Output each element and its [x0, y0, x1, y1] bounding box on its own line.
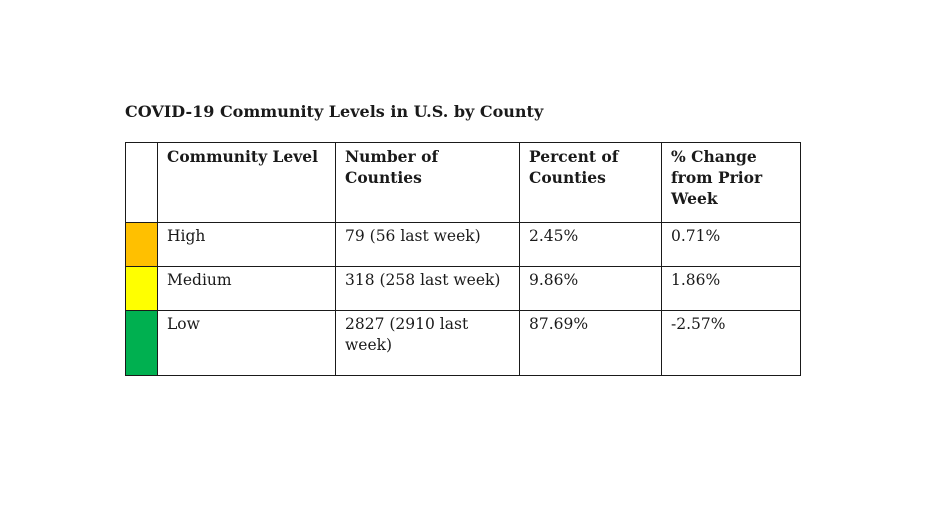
level-color-swatch-medium — [126, 267, 158, 311]
change-cell: -2.57% — [662, 311, 801, 376]
change-cell: 1.86% — [662, 267, 801, 311]
level-color-swatch-high — [126, 223, 158, 267]
counties-cell: 318 (258 last week) — [336, 267, 520, 311]
change-cell: 0.71% — [662, 223, 801, 267]
percent-cell: 87.69% — [520, 311, 662, 376]
table-row — [126, 223, 801, 267]
level-cell: Low — [158, 311, 336, 376]
level-cell: Medium — [158, 267, 336, 311]
header-row — [126, 143, 801, 223]
counties-cell: 2827 (2910 last week) — [336, 311, 520, 376]
header-swatch-cell — [126, 143, 158, 223]
table-row — [126, 267, 801, 311]
header-number-of-counties: Number of Counties — [336, 143, 520, 223]
header-community-level: Community Level — [158, 143, 336, 223]
percent-cell: 2.45% — [520, 223, 662, 267]
percent-cell: 9.86% — [520, 267, 662, 311]
counties-cell: 79 (56 last week) — [336, 223, 520, 267]
header-percent-change: % Change from Prior Week — [662, 143, 801, 223]
community-levels-table — [125, 142, 801, 376]
table-row — [126, 311, 801, 376]
level-cell: High — [158, 223, 336, 267]
level-color-swatch-low — [126, 311, 158, 376]
header-percent-of-counties: Percent of Counties — [520, 143, 662, 223]
document-title: COVID-19 Community Levels in U.S. by County — [125, 102, 544, 121]
